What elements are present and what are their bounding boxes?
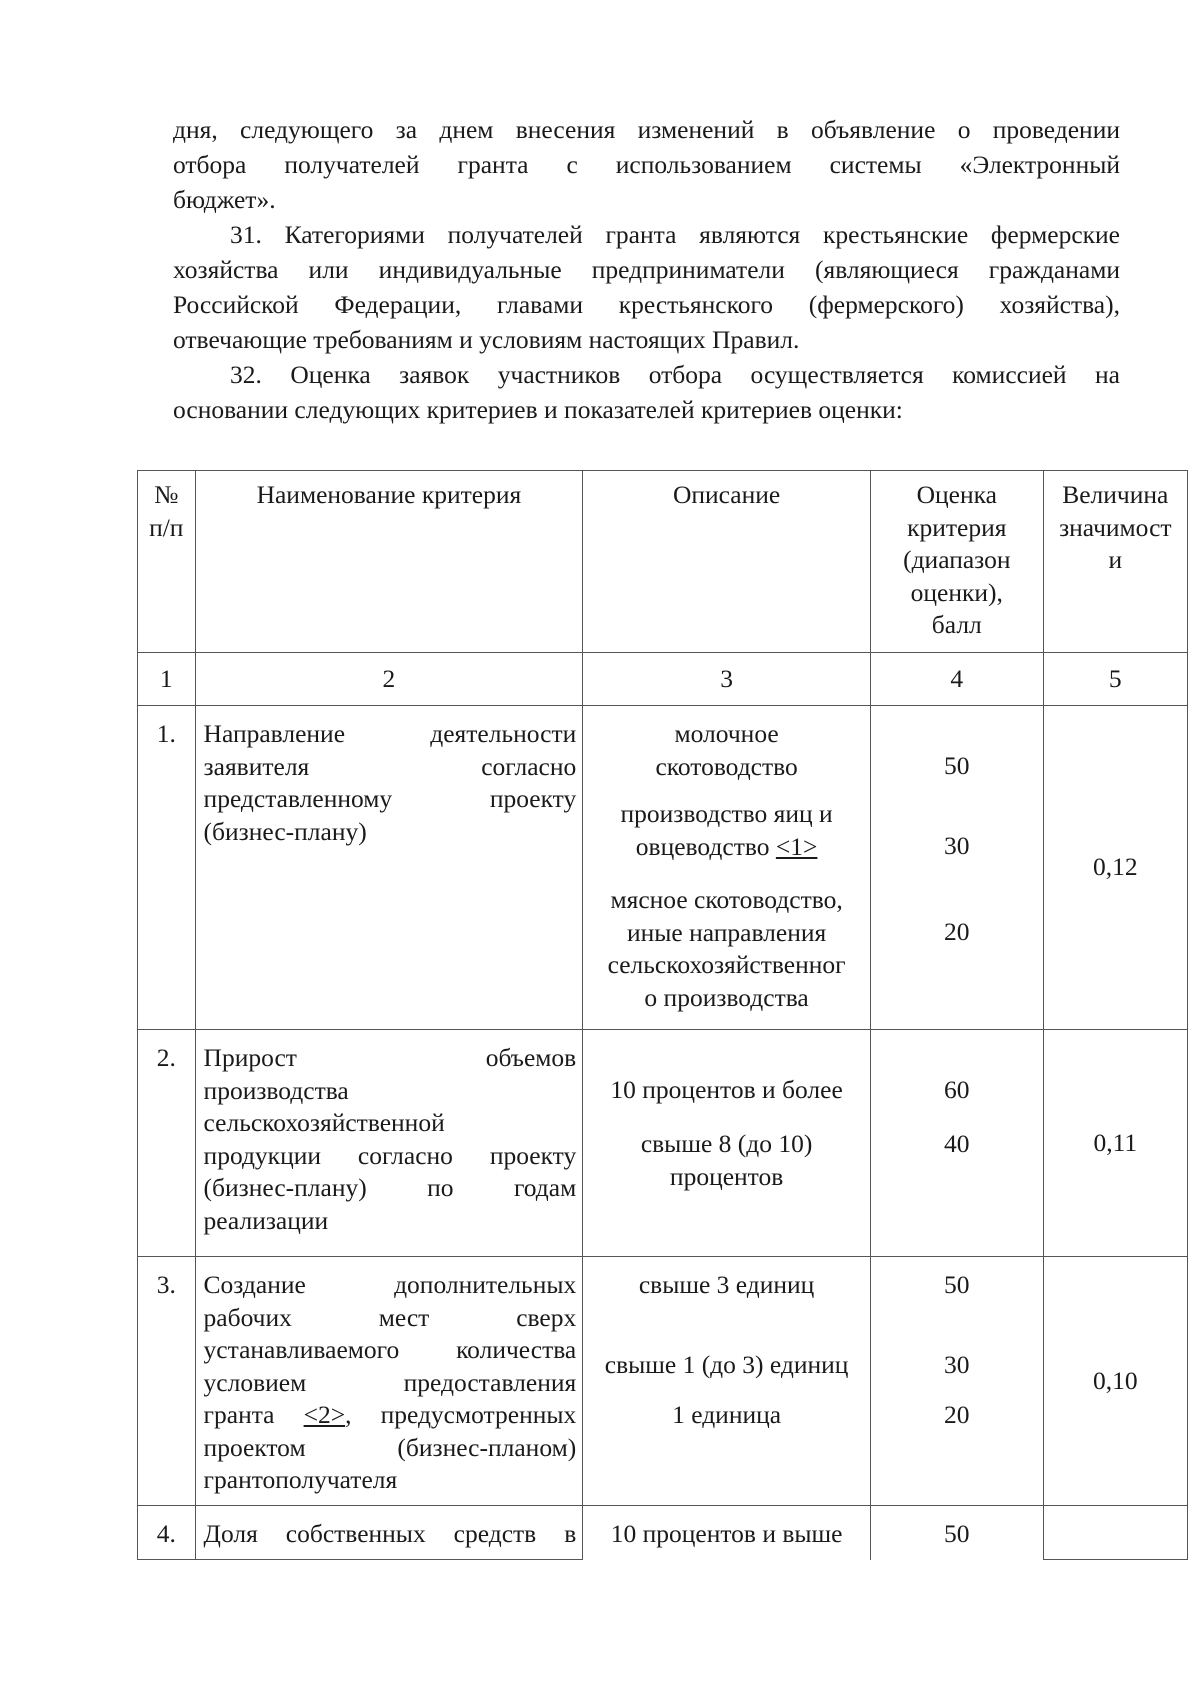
row-index: 3. [138, 1257, 196, 1506]
text-line: 10 процентов и более [610, 1075, 843, 1104]
row-index: 1. [138, 706, 196, 1030]
score-cell [870, 1030, 1043, 1257]
text-line: условием предоставления [203, 1367, 577, 1397]
column-number: 2 [195, 653, 583, 706]
text-line: дня, следующего за днем внесения изменений в объявление о проведении [173, 115, 1120, 144]
text-line: реализации [203, 1205, 329, 1235]
header-text: п/п [149, 512, 184, 542]
criterion-cell [195, 1257, 583, 1506]
table-row [138, 1257, 1188, 1506]
criterion-cell [195, 1506, 583, 1560]
text-line: Доля собственных средств в [203, 1519, 577, 1548]
description-cell [583, 1030, 871, 1257]
text-line: (бизнес-плану) по годам [203, 1173, 577, 1202]
description-item [583, 884, 870, 1014]
weight-value: 0,11 [1043, 1030, 1187, 1257]
text-line: (бизнес-плану) [203, 816, 367, 846]
header-text: Наименование критерия [256, 480, 522, 509]
text-line: заявителя согласно [203, 751, 577, 781]
header-weight [1043, 471, 1187, 653]
header-text: № [154, 480, 179, 509]
text-line: проектом (бизнес-планом) [203, 1432, 577, 1462]
score-value: 30 [944, 831, 970, 860]
text-fragment: , предусмотренных [345, 1400, 577, 1429]
criterion-cell [195, 1030, 583, 1257]
text-line: овцеводство [635, 831, 776, 861]
weight-value: 0,10 [1043, 1257, 1187, 1506]
text-line: хозяйства или индивидуальные предприниматели (являющиеся гражданами [173, 255, 1120, 284]
table-row [138, 1506, 1188, 1560]
header-criterion [195, 471, 583, 653]
text-line: процентов [669, 1161, 784, 1191]
header-text: балл [931, 610, 982, 639]
description-cell: 10 процентов и выше [583, 1506, 871, 1560]
text-line: рабочих мест сверх [203, 1302, 577, 1332]
row-index: 4. [138, 1506, 196, 1560]
text-line: продукции согласно проекту [203, 1140, 577, 1170]
header-text: и [1108, 545, 1123, 574]
text-line: основании следующих критериев и показателей критериев оценки: [173, 395, 903, 424]
weight-value [1043, 1506, 1187, 1560]
text-line: грантополучателя [203, 1465, 398, 1494]
paragraph-32 [173, 357, 1120, 427]
column-number: 5 [1043, 653, 1187, 706]
score-value: 20 [944, 1400, 970, 1429]
column-number: 4 [870, 653, 1043, 706]
description-item: 1 единица [672, 1400, 782, 1429]
intro-text [173, 112, 1120, 427]
header-text: значимост [1059, 512, 1172, 542]
score-value: 20 [944, 917, 970, 946]
criteria-table [137, 470, 1188, 1560]
column-number-row [138, 653, 1188, 706]
score-cell [870, 706, 1043, 1030]
criterion-cell [195, 706, 583, 1030]
description-item [583, 798, 870, 863]
text-line: Направление деятельности [203, 719, 577, 748]
text-line: мясное скотоводство, [610, 885, 843, 914]
score-value: 50 [944, 1270, 970, 1299]
score-cell [870, 1257, 1043, 1506]
score-value: 50 [944, 751, 970, 780]
text-line: Создание дополнительных [203, 1270, 577, 1299]
header-text: Описание [672, 480, 781, 509]
text-fragment: гранта [203, 1400, 304, 1429]
text-line: производства [203, 1075, 349, 1105]
text-line: иные направления [626, 917, 827, 947]
text-line: представленному проекту [203, 784, 577, 813]
text-line: отвечающие требованиям и условиям настоящих Правил. [173, 325, 800, 354]
text-line: Прирост объемов [203, 1043, 577, 1072]
description-item: свыше 1 (до 3) единиц [604, 1350, 849, 1379]
description-cell [583, 1257, 871, 1506]
row-index: 2. [138, 1030, 196, 1257]
text-line: 32. Оценка заявок участников отбора осуществляется комиссией на [230, 360, 1120, 389]
description-item [583, 1074, 870, 1107]
header-text: Оценка [916, 480, 997, 509]
text-line: скотоводство [655, 751, 798, 781]
text-line: сельскохозяйственног [607, 950, 846, 979]
header-text: оценки), [910, 577, 1003, 607]
header-description [583, 471, 871, 653]
weight-value: 0,12 [1043, 706, 1187, 1030]
table-header-row [138, 471, 1188, 653]
score-cell: 50 [870, 1506, 1043, 1560]
column-number: 1 [138, 653, 196, 706]
header-text: (диапазон [903, 545, 1011, 574]
paragraph-31 [173, 217, 1120, 357]
text-line: отбора получателей гранта с использованием системы «Электронный [173, 150, 1120, 179]
footnote-link[interactable]: <2> [303, 1400, 346, 1429]
text-line: 31. Категориями получателей гранта являются крестьянские фермерские [230, 220, 1120, 249]
description-item: свыше 3 единиц [638, 1270, 815, 1299]
description-item [583, 718, 870, 783]
header-text: критерия [907, 512, 1007, 542]
header-text: Величина [1062, 480, 1169, 509]
footnote-link[interactable]: <1> [775, 831, 818, 861]
description-cell [583, 706, 871, 1030]
column-number: 3 [583, 653, 871, 706]
score-value: 60 [944, 1075, 970, 1104]
text-line [204, 1399, 577, 1432]
text-line: сельскохозяйственной [203, 1108, 445, 1137]
text-line: устанавливаемого количества [203, 1335, 577, 1364]
text-line: Российской Федерации, главами крестьянского (фермерского) хозяйства), [173, 290, 1120, 319]
text-line: молочное [674, 719, 779, 748]
table-row [138, 1030, 1188, 1257]
description-item [583, 1128, 870, 1193]
text-line: бюджет». [173, 185, 276, 214]
score-value: 30 [944, 1350, 970, 1379]
paragraph-continuation [173, 112, 1120, 217]
header-score [870, 471, 1043, 653]
header-number [138, 471, 196, 653]
text-line: о производства [644, 982, 809, 1012]
score-value: 40 [944, 1129, 970, 1158]
table-row [138, 706, 1188, 1030]
text-line: свыше 8 (до 10) [640, 1129, 813, 1158]
text-line: производство яиц и [620, 799, 833, 828]
